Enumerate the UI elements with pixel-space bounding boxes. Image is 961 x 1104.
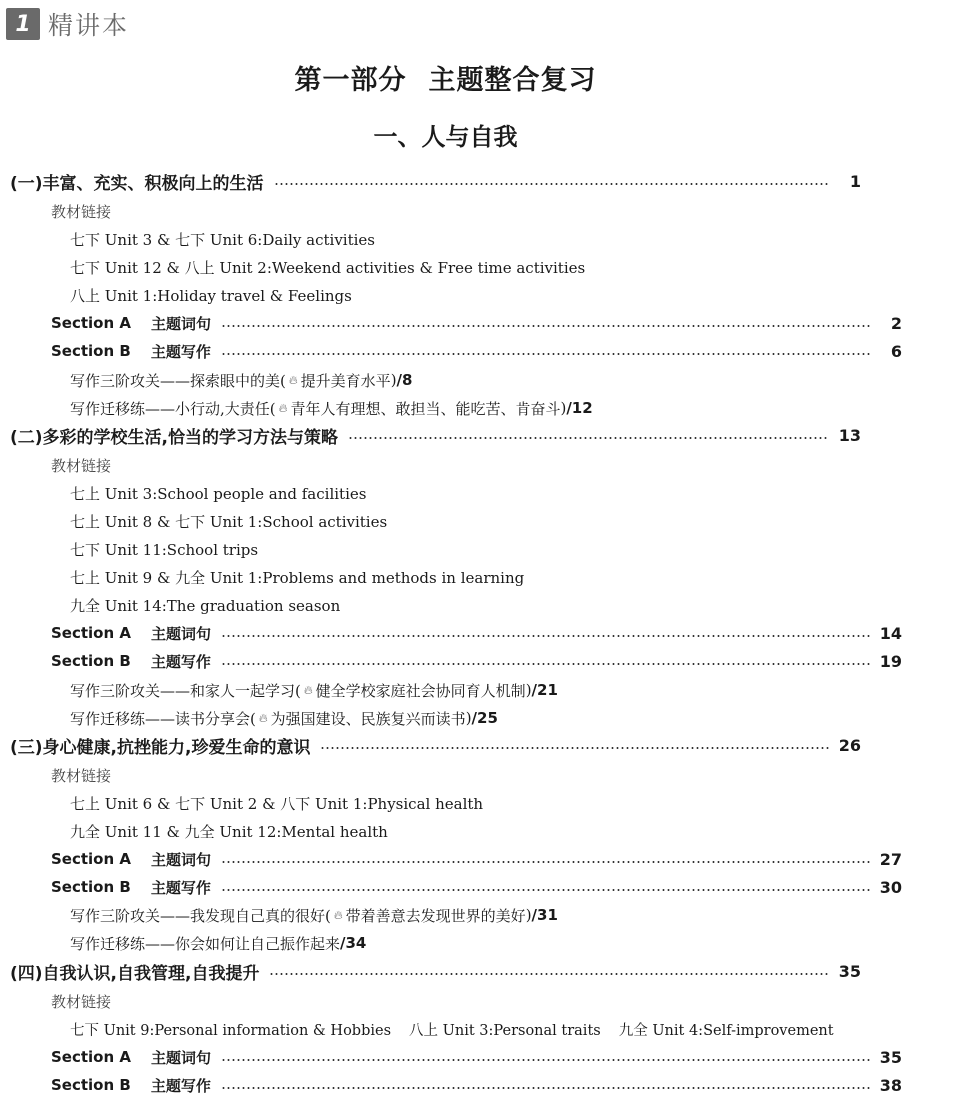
section-name: Section B (51, 652, 131, 670)
leader-dots (320, 747, 829, 749)
part-label: 第一部分 (294, 65, 407, 96)
page-number: 1 (849, 171, 861, 191)
leader-dots (221, 889, 870, 891)
page-number: 26 (838, 735, 861, 755)
flame-icon: 🔥︎ (258, 710, 268, 725)
leader-dots (269, 973, 829, 975)
toc-section-a[interactable] (0, 1043, 942, 1071)
page-number: 6 (890, 341, 902, 361)
unit-line: 九全 Unit 11 & 九全 Unit 12:Mental health (70, 822, 388, 841)
part-name: 主题整合复习 (428, 65, 597, 96)
unit-line: 七上 Unit 3:School people and facilities (70, 484, 367, 503)
unit-line-inline (0, 1015, 961, 1043)
writing-item[interactable] (0, 366, 961, 394)
section-name: Section A (51, 850, 131, 868)
writing-page: /12 (566, 399, 593, 417)
page-number: 30 (879, 877, 902, 897)
flame-icon: 🔥︎ (303, 682, 313, 697)
page-number: 35 (879, 1047, 902, 1067)
writing-theme: 健全学校家庭社会协同育人机制 (315, 681, 526, 700)
page-number: 38 (879, 1075, 902, 1095)
textbook-link-heading: 教材链接 (51, 992, 112, 1011)
writing-page: /8 (396, 371, 413, 389)
leader-dots (348, 437, 829, 439)
toc-chapter-4[interactable] (0, 957, 901, 985)
section-name: Section A (51, 1048, 131, 1066)
writing-item[interactable] (0, 704, 961, 732)
leader-dots (221, 861, 870, 863)
chapter-title: 自我认识,自我管理,自我提升 (42, 963, 260, 984)
section-topic: 主题写作 (150, 1076, 211, 1095)
flame-icon: 🔥︎ (333, 907, 343, 922)
textbook-link-heading: 教材链接 (51, 202, 112, 221)
section-topic: 主题词句 (151, 1048, 212, 1067)
writing-theme: 带着善意去发现世界的美好 (345, 906, 526, 925)
writing-title: 写作迁移练——读书分享会( (70, 709, 256, 728)
leader-dots (221, 635, 870, 637)
writing-theme: 为强国建设、民族复兴而读书 (270, 709, 466, 728)
unit-line: 九全 Unit 14:The graduation season (70, 596, 341, 615)
leader-dots (221, 663, 870, 665)
leader-dots (221, 353, 870, 355)
unit-line: 七下 Unit 12 & 八上 Unit 2:Weekend activities & Free time activities (70, 258, 586, 277)
page-number: 19 (879, 651, 902, 671)
section-name: Section A (51, 314, 131, 332)
toc-section-b[interactable] (0, 337, 942, 365)
unit-item: 九全 Unit 4:Self-improvement (618, 1022, 834, 1039)
section-topic: 主题词句 (151, 850, 212, 869)
page-header (6, 8, 129, 40)
flame-icon: 🔥︎ (278, 400, 288, 415)
chapter-number: (二) (10, 427, 43, 448)
section-name: Section B (51, 1076, 131, 1094)
section-topic: 主题写作 (150, 878, 211, 897)
writing-page: /25 (471, 709, 498, 727)
toc-section-a[interactable] (0, 845, 942, 873)
chapter-title: 身心健康,抗挫能力,珍爱生命的意识 (42, 737, 311, 758)
writing-title: 写作三阶攻关——我发现自己真的很好( (70, 906, 331, 925)
writing-title: 写作迁移练——你会如何让自己振作起来 (70, 934, 341, 953)
volume-badge: 1 (6, 8, 40, 40)
textbook-link-heading: 教材链接 (51, 456, 112, 475)
writing-close: ) (465, 709, 472, 727)
unit-item: 八上 Unit 3:Personal traits (409, 1022, 601, 1039)
toc-section-b[interactable] (0, 647, 942, 675)
writing-page: /34 (340, 934, 367, 952)
writing-title: 写作三阶攻关——探索眼中的美( (70, 371, 286, 390)
page-number: 13 (838, 425, 861, 445)
unit-line: 七下 Unit 11:School trips (70, 540, 259, 559)
chapter-title: 丰富、充实、积极向上的生活 (42, 173, 264, 194)
writing-close: ) (525, 906, 532, 924)
leader-dots (221, 1087, 870, 1089)
writing-theme: 青年人有理想、敢担当、能吃苦、肯奋斗 (290, 399, 561, 418)
page-number: 35 (838, 961, 861, 981)
writing-title: 写作迁移练——小行动,大责任( (70, 399, 276, 418)
unit-line: 七上 Unit 9 & 九全 Unit 1:Problems and methods in learning (70, 568, 525, 587)
unit-line: 八上 Unit 1:Holiday travel & Feelings (70, 286, 352, 305)
toc-chapter-3[interactable] (0, 731, 901, 759)
section-name: Section A (51, 624, 131, 642)
leader-dots (221, 325, 870, 327)
writing-close: ) (525, 681, 532, 699)
part-title (0, 58, 891, 97)
leader-dots (221, 1059, 870, 1061)
writing-close: ) (560, 399, 567, 417)
section-topic: 主题写作 (150, 652, 211, 671)
textbook-link-heading: 教材链接 (51, 766, 112, 785)
section-topic: 主题词句 (151, 624, 212, 643)
writing-page: /31 (531, 906, 558, 924)
section-topic: 主题写作 (150, 342, 211, 361)
chapter-number: (四) (10, 963, 43, 984)
toc-chapter-1[interactable] (0, 167, 901, 195)
section-topic: 主题词句 (151, 314, 212, 333)
page-number: 14 (879, 623, 902, 643)
chapter-number: (三) (10, 737, 43, 758)
section-name: Section B (51, 342, 131, 360)
writing-item[interactable] (0, 394, 961, 422)
chapter-title: 多彩的学校生活,恰当的学习方法与策略 (42, 427, 339, 448)
leader-dots (274, 183, 829, 185)
unit-line: 七上 Unit 8 & 七下 Unit 1:School activities (70, 512, 388, 531)
writing-item[interactable] (0, 901, 961, 929)
unit-line: 七下 Unit 3 & 七下 Unit 6:Daily activities (70, 230, 376, 249)
writing-item[interactable] (0, 929, 961, 957)
writing-page: /21 (531, 681, 558, 699)
toc-section-a[interactable] (0, 619, 942, 647)
writing-title: 写作三阶攻关——和家人一起学习( (70, 681, 301, 700)
page-number: 2 (890, 313, 902, 333)
theme-title: 一、人与自我 (373, 123, 518, 151)
writing-item[interactable] (0, 676, 961, 704)
volume-label: 精讲本 (48, 11, 130, 40)
section-name: Section B (51, 878, 131, 896)
toc-section-a[interactable] (0, 309, 942, 337)
toc-chapter-2[interactable] (0, 421, 901, 449)
unit-item: 七下 Unit 9:Personal information & Hobbies (70, 1022, 392, 1039)
writing-close: ) (390, 371, 397, 389)
chapter-number: (一) (10, 173, 43, 194)
page-number: 27 (879, 849, 902, 869)
unit-line: 七上 Unit 6 & 七下 Unit 2 & 八下 Unit 1:Physical health (70, 794, 484, 813)
writing-theme: 提升美育水平 (300, 371, 391, 390)
toc-section-b[interactable] (0, 873, 942, 901)
toc-section-b[interactable] (0, 1071, 942, 1099)
flame-icon: 🔥︎ (288, 372, 298, 387)
